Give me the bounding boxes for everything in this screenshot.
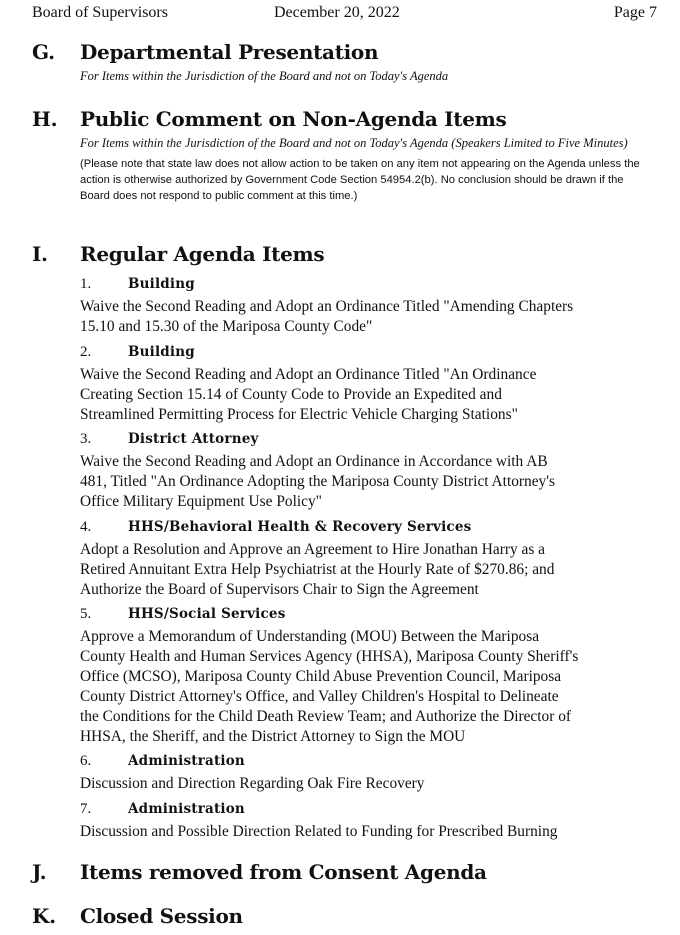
section-title: Closed Session bbox=[80, 904, 243, 928]
agenda-item-number: 4. bbox=[80, 519, 92, 535]
header-date: December 20, 2022 bbox=[274, 4, 400, 21]
header-page-number: Page 7 bbox=[613, 4, 657, 21]
agenda-item bbox=[80, 344, 665, 425]
agenda-item-heading bbox=[80, 431, 665, 448]
agenda-item-description: Waive the Second Reading and Adopt an Ordinance in Accordance with AB 481, Titled "An Ordinance Adopting the Mariposa County District Attorney's Office Military Equipment Use Policy" bbox=[80, 453, 556, 510]
agenda-item bbox=[80, 606, 665, 747]
section-heading bbox=[32, 242, 662, 266]
agenda-item-department: HHS/Behavioral Health & Recovery Services bbox=[128, 519, 472, 535]
agenda-item-description: Waive the Second Reading and Adopt an Ordinance Titled "Amending Chapters 15.10 and 15.30 of the Mariposa County Code" bbox=[80, 298, 574, 335]
agenda-item-number: 2. bbox=[80, 344, 92, 360]
section-letter: K. bbox=[32, 904, 56, 928]
agenda-item-heading bbox=[80, 753, 665, 770]
agenda-item-heading bbox=[80, 519, 665, 536]
agenda-item bbox=[80, 801, 665, 842]
agenda-item-department: Administration bbox=[128, 801, 245, 817]
section-letter: I. bbox=[32, 242, 48, 266]
agenda-item-number: 1. bbox=[80, 276, 92, 292]
section-heading bbox=[32, 40, 662, 64]
agenda-item bbox=[80, 753, 665, 794]
agenda-item-description: Adopt a Resolution and Approve an Agreement to Hire Jonathan Harry as a Retired Annuitant Extra Help Psychiatrist at the Hourly Rate of $270.86; and Authorize the Board of Supervisors Chair to Sign the Agreement bbox=[80, 541, 555, 598]
agenda-item-number: 7. bbox=[80, 801, 92, 817]
section-heading bbox=[32, 860, 662, 884]
section-letter: J. bbox=[32, 860, 47, 884]
section-subtitle: For Items within the Jurisdiction of the Board and not on Today's Agenda (Speakers Limited to Five Minutes) bbox=[80, 136, 628, 150]
agenda-item-department: HHS/Social Services bbox=[128, 606, 286, 622]
section-i bbox=[32, 242, 662, 266]
agenda-item-heading bbox=[80, 344, 665, 361]
agenda-item-heading bbox=[80, 801, 665, 818]
section-h bbox=[32, 107, 662, 204]
agenda-item-department: Building bbox=[128, 276, 195, 292]
agenda-item-department: District Attorney bbox=[128, 431, 259, 447]
agenda-item-heading bbox=[80, 276, 665, 293]
section-title: Public Comment on Non-Agenda Items bbox=[80, 107, 507, 131]
section-g bbox=[32, 40, 662, 85]
section-subtitle: For Items within the Jurisdiction of the Board and not on Today's Agenda bbox=[80, 69, 449, 83]
agenda-item-description: Discussion and Possible Direction Related to Funding for Prescribed Burning bbox=[80, 823, 558, 840]
section-title: Departmental Presentation bbox=[80, 40, 379, 64]
agenda-item-description: Approve a Memorandum of Understanding (MOU) Between the Mariposa County Health and Human Services Agency (HHSA), Mariposa County Sheriff's Office (MCSO), Mariposa County Child Abuse Prevention Council, Mariposa County District Attorney's Office, and Valley Children's Hospital to Delineate the Conditions for the Child Death Review Team; and Authorize the Director of HHSA, the Sheriff, and the District Attorney to Sign the MOU bbox=[80, 628, 579, 745]
page-header bbox=[32, 4, 657, 24]
header-organization: Board of Supervisors bbox=[32, 4, 168, 21]
section-k bbox=[32, 904, 662, 928]
section-j bbox=[32, 860, 662, 884]
agenda-item-heading bbox=[80, 606, 665, 623]
section-letter: H. bbox=[32, 107, 58, 131]
agenda-item-number: 5. bbox=[80, 606, 92, 622]
agenda-item-number: 6. bbox=[80, 753, 92, 769]
agenda-item bbox=[80, 519, 665, 600]
agenda-item bbox=[80, 431, 665, 512]
section-title: Regular Agenda Items bbox=[80, 242, 325, 266]
agenda-item-description: Waive the Second Reading and Adopt an Ordinance Titled "An Ordinance Creating Section 15.14 of County Code to Provide an Expedited and Streamlined Permitting Process for Electric Vehicle Charging Stations" bbox=[80, 366, 537, 423]
section-note: (Please note that state law does not allow action to be taken on any item not appearing on the Agenda unless the action is otherwise authorized by Government Code Section 54954.2(b). No conclusion should be drawn if the Board does not respond to public comment at this time.) bbox=[80, 158, 640, 202]
section-letter: G. bbox=[32, 40, 55, 64]
agenda-item-department: Building bbox=[128, 344, 195, 360]
section-heading bbox=[32, 107, 662, 131]
agenda-item-department: Administration bbox=[128, 753, 245, 769]
agenda-item-description: Discussion and Direction Regarding Oak Fire Recovery bbox=[80, 775, 425, 792]
section-heading bbox=[32, 904, 662, 928]
agenda-item bbox=[80, 276, 665, 337]
agenda-item-number: 3. bbox=[80, 431, 92, 447]
section-title: Items removed from Consent Agenda bbox=[80, 860, 487, 884]
